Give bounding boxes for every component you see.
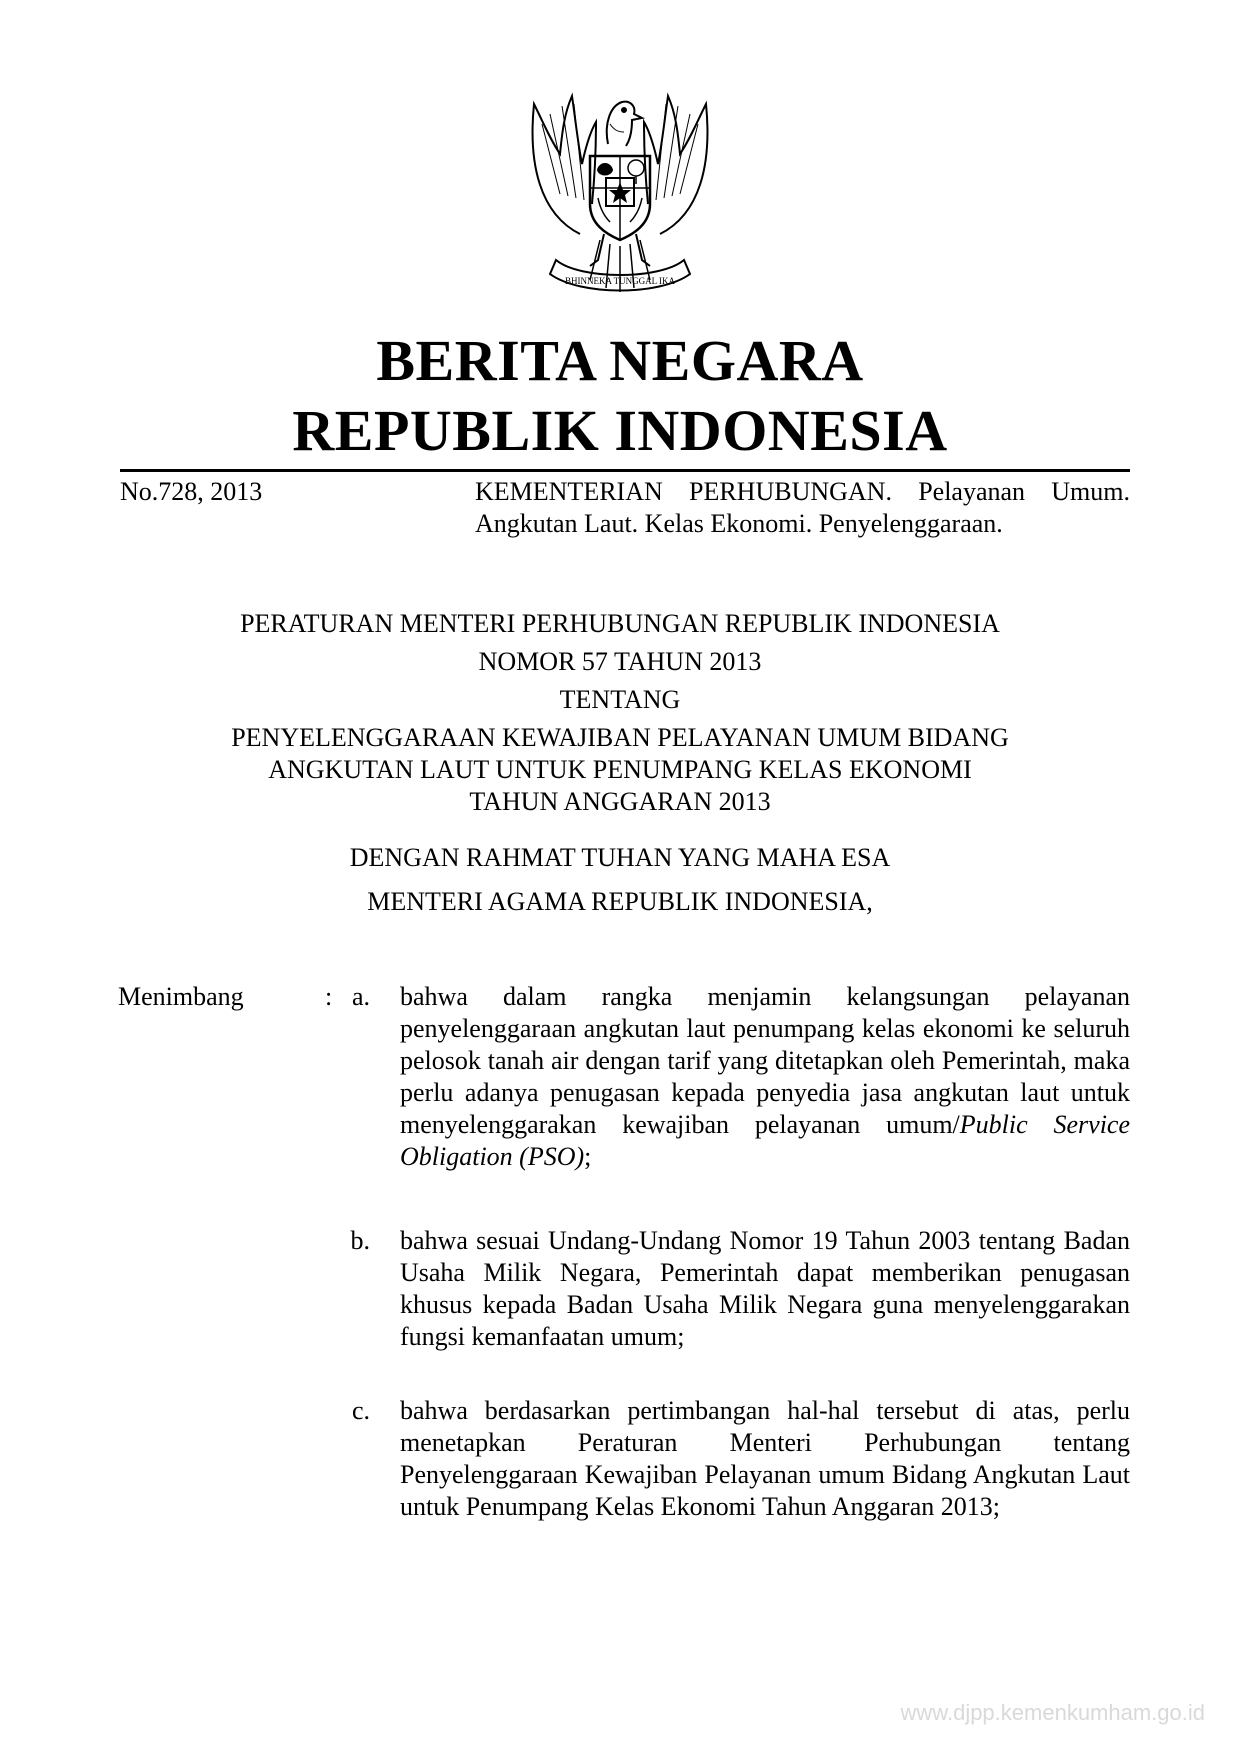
regulation-title-line2: ANGKUTAN LAUT UNTUK PENUMPANG KELAS EKONOMI — [268, 755, 972, 784]
regulation-title-line3: TAHUN ANGGARAN 2013 — [469, 787, 771, 816]
garuda-emblem-icon — [520, 84, 720, 306]
regulation-about: TENTANG — [559, 685, 681, 714]
emblem-motto: BHINNEKA TUNGGAL IKA — [565, 276, 675, 286]
consideration-marker-b: b. — [350, 1226, 370, 1255]
regulation-title-line1: PENYELENGGARAAN KEWAJIBAN PELAYANAN UMUM BIDANG — [231, 723, 1009, 752]
consideration-item-c: bahwa berdasarkan pertimbangan hal-hal tersebut di atas, perlu menetapkan Peraturan Menteri Perhubungan tentang Penyelenggaraan Kewajiban Pelayanan umum Bidang Angkutan Laut untuk Penumpang Kelas Ekonomi Tahun Anggaran 2013; — [400, 1396, 1130, 1521]
consideration-item-b: bahwa sesuai Undang-Undang Nomor 19 Tahun 2003 tentang Badan Usaha Milik Negara, Pemerintah dapat memberikan penugasan khusus kepada Badan Usaha Milik Negara guna menyelenggarakan fungsi kemanfaatan umum; — [400, 1226, 1130, 1351]
publication-number: No.728, 2013 — [120, 477, 263, 506]
consideration-text-a: bahwa dalam rangka menjamin kelangsungan pelayanan penyelenggaraan angkutan laut penumpang kelas ekonomi ke seluruh pelosok tanah air dengan tarif yang ditetapkan oleh Pemerintah, maka perlu adanya penugasan kepada penyedia jasa angkutan laut untuk menyelenggarakan kewajiban pelayanan umum/ — [400, 982, 1130, 1139]
consideration-text-a-italic: Public Service Obligation (PSO) — [400, 1110, 1130, 1171]
masthead-title-line2: REPUBLIK INDONESIA — [292, 398, 948, 463]
masthead-title-line1: BERITA NEGARA — [376, 328, 864, 393]
consideration-item-a — [400, 981, 1130, 1173]
watermark-url: www.djpp.kemenkumham.go.id — [900, 1700, 1205, 1725]
considerations-colon: : — [325, 982, 333, 1011]
masthead-divider — [120, 469, 1130, 472]
considerations-label: Menimbang — [118, 982, 244, 1011]
regulation-issuer: MENTERI AGAMA REPUBLIK INDONESIA, — [367, 887, 873, 916]
regulation-invocation: DENGAN RAHMAT TUHAN YANG MAHA ESA — [349, 843, 891, 872]
consideration-marker-c: c. — [351, 1396, 370, 1425]
consideration-text-a-end: ; — [584, 1142, 592, 1171]
publication-subject: KEMENTERIAN PERHUBUNGAN. Pelayanan Umum. Angkutan Laut. Kelas Ekonomi. Penyelenggaraan. — [475, 477, 1130, 538]
regulation-heading: PERATURAN MENTERI PERHUBUNGAN REPUBLIK INDONESIA — [240, 609, 1000, 638]
regulation-number: NOMOR 57 TAHUN 2013 — [478, 647, 762, 676]
consideration-marker-a: a. — [351, 982, 370, 1011]
